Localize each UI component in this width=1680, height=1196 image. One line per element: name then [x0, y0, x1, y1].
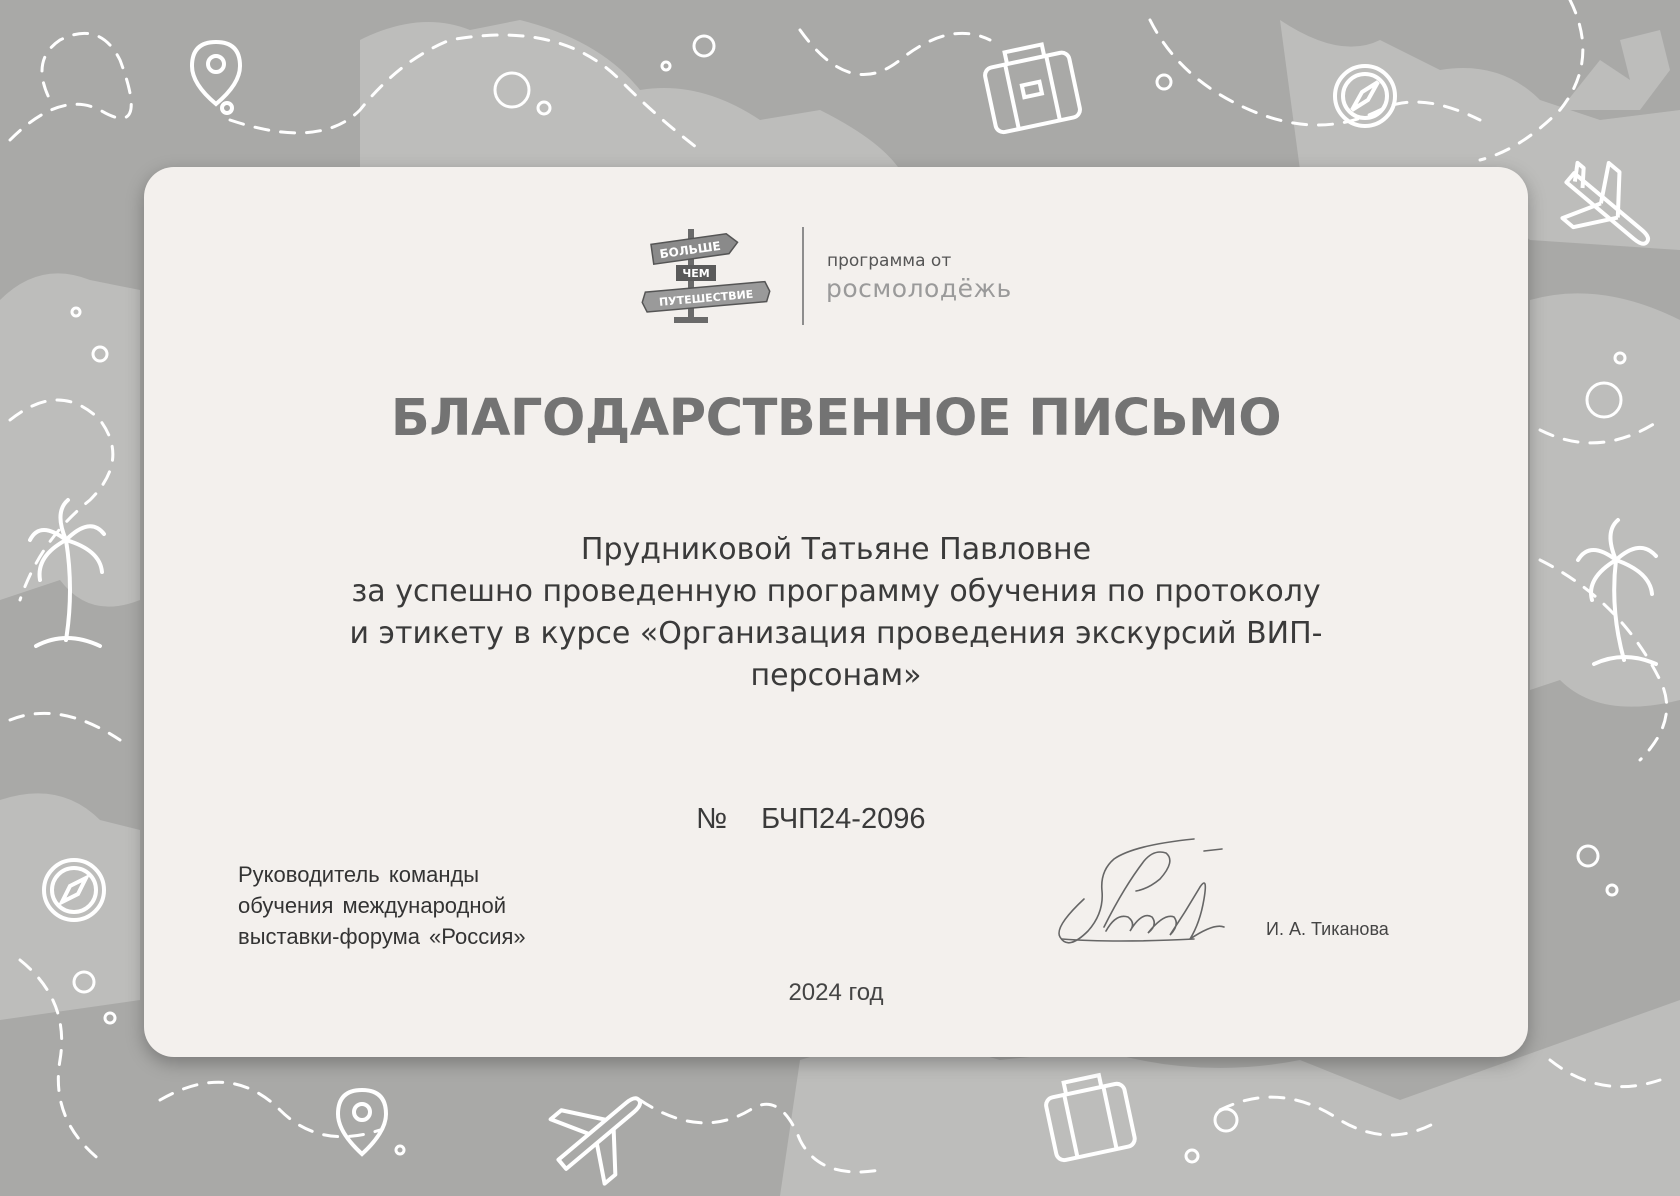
- role-line-2: обучения международной: [238, 893, 507, 918]
- location-pin-icon: [338, 1090, 386, 1154]
- signatory-role: [238, 859, 526, 952]
- body-line-1: за успешно проведенную программу обучения по протоколу: [351, 574, 1321, 609]
- handwritten-signature: [1044, 827, 1254, 957]
- body-line-3: персонам»: [750, 658, 922, 693]
- logo-divider: [802, 227, 804, 325]
- issue-year: 2024 год: [788, 979, 884, 1006]
- letter-title: БЛАГОДАРСТВЕННОЕ ПИСЬМО: [390, 389, 1282, 448]
- signpost-logo-icon: [634, 227, 774, 327]
- suitcase-icon: [981, 39, 1081, 133]
- logo-sign-line-2: ЧЕМ: [682, 267, 710, 280]
- letter-card: [144, 167, 1528, 1057]
- role-line-1: Руководитель команды: [238, 862, 480, 887]
- logo-sign-line-1: БОЛЬШЕ: [658, 238, 722, 262]
- logo: [634, 227, 1154, 337]
- letter-body: [324, 529, 1348, 697]
- location-pin-icon: [192, 42, 240, 113]
- signatory-name: И. А. Тиканова: [1266, 919, 1389, 939]
- body-line-2: и этикету в курсе «Организация проведения экскурсий ВИП-: [349, 616, 1323, 651]
- recipient-name: Прудниковой Татьяне Павловне: [580, 532, 1092, 567]
- brand-name: росмолодёжь: [826, 274, 1012, 303]
- logo-sign-line-3: ПУТЕШЕСТВИЕ: [658, 287, 754, 309]
- number-sign: №: [696, 803, 728, 835]
- program-label: программа от: [827, 251, 952, 271]
- role-line-3: выставки-форума «Россия»: [238, 924, 526, 949]
- number-value: БЧП24-2096: [761, 803, 926, 835]
- airplane-icon: [535, 1068, 666, 1196]
- document-number: [696, 803, 925, 836]
